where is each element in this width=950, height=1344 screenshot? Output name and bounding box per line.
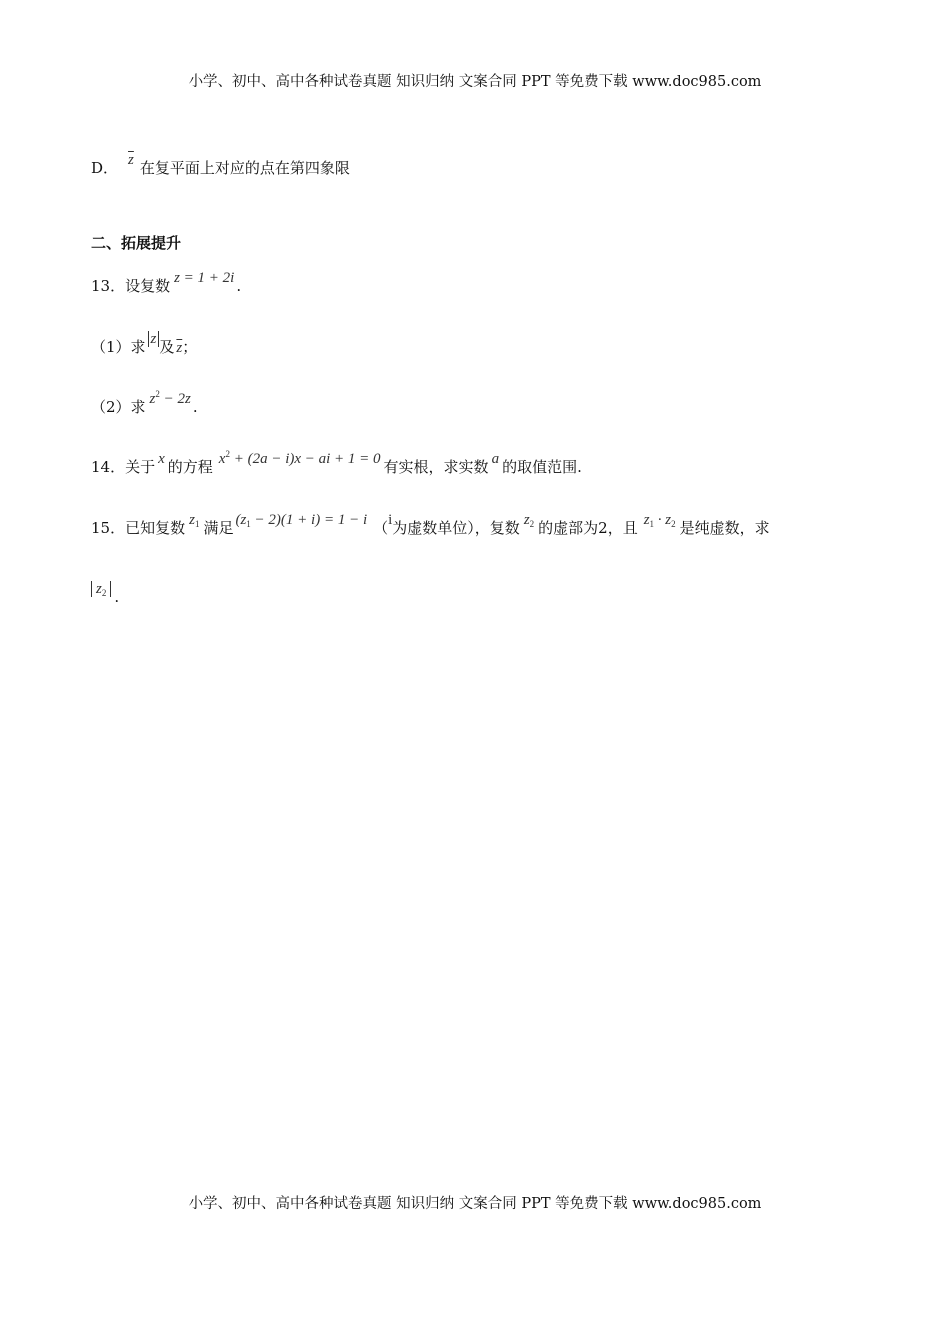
q15-unit-text: 为虚数单位），复数 — [392, 519, 520, 537]
q15-tail: 是纯虚数，求 — [679, 519, 770, 537]
q15-prod-s2: 2 — [671, 519, 676, 529]
option-d-var: $\overline{z}$ — [128, 152, 134, 168]
q15-ans-base: z — [96, 581, 102, 597]
q14-number: 14．关于 — [91, 458, 156, 476]
q13-p2-base: z — [149, 391, 156, 407]
q14-mid: 的方程 — [167, 458, 213, 476]
q15-eq-sub: 1 — [246, 519, 251, 529]
q14-tail1: 有实根，求实数 — [383, 458, 489, 476]
q13-end: . — [236, 277, 242, 295]
question-13-part-1 — [91, 331, 198, 358]
page-footer: 小学、初中、高中各种试卷真题 知识归纳 文案合同 PPT 等免费下载 www.doc985.com — [188, 1196, 762, 1212]
q15-eq-b: − 2)(1 + i) = 1 − i — [250, 512, 368, 528]
q13-p1-abs: z — [148, 331, 160, 347]
q15-number: 15．已知复数 — [91, 519, 186, 537]
q14-var-x: x — [158, 451, 165, 467]
option-d-label: D． — [91, 159, 119, 177]
q15-eq-a: (z — [235, 512, 247, 528]
q13-p1-label: （1）求 — [91, 338, 146, 356]
page-header: 小学、初中、高中各种试卷真题 知识归纳 文案合同 PPT 等免费下载 www.doc985.com — [188, 74, 762, 90]
question-13-part-2 — [91, 389, 198, 419]
q15-z2-sub: 2 — [529, 519, 535, 529]
section-title: 二、拓展提升 — [91, 234, 182, 252]
q15-paren-open: （ — [373, 519, 389, 537]
q13-p1-and: 及 — [159, 338, 175, 356]
q15-z1-sub: 1 — [194, 519, 200, 529]
q15-z2-base: z — [523, 512, 530, 528]
q15-imag-text: 的虚部为2，且 — [538, 519, 638, 537]
q15-prod-z1: z — [643, 512, 650, 528]
q15-prod-z2: z — [665, 512, 672, 528]
q14-eq-exp: 2 — [225, 449, 230, 459]
q14-eq-rest: + (2a − i)x − ai + 1 = 0 — [229, 451, 381, 467]
q15-i-var: i — [388, 512, 393, 528]
q14-eq-base: x — [218, 451, 226, 467]
q15-satisfy: 满足 — [203, 519, 234, 537]
q13-p2-rest: − 2z — [159, 391, 191, 407]
option-d — [91, 152, 350, 179]
option-d-text: 在复平面上对应的点在第四象限 — [139, 159, 350, 177]
q13-p2-label: （2）求 — [91, 398, 146, 416]
q15-prod-dot: · — [654, 512, 666, 528]
q13-p2-end: . — [192, 398, 198, 416]
question-14 — [91, 449, 582, 479]
q14-tail2: 的取值范围. — [502, 458, 582, 476]
q15-z1-base: z — [189, 512, 195, 528]
q13-p1-end: ； — [182, 338, 198, 356]
q14-var-a: a — [491, 451, 500, 467]
q13-p2-exp: 2 — [155, 389, 160, 399]
q15-ans-end: . — [114, 588, 120, 606]
q13-number: 13．设复数 — [91, 277, 171, 295]
q13-p1-conj: $\overline{z}$ — [176, 340, 183, 356]
q15-ans-sub: 2 — [101, 588, 107, 598]
q13-expression: z = 1 + 2i — [174, 270, 235, 286]
question-15 — [91, 512, 770, 540]
question-13 — [91, 270, 242, 297]
question-15-answer-target — [91, 581, 120, 609]
q15-prod-s1: 1 — [649, 519, 655, 529]
